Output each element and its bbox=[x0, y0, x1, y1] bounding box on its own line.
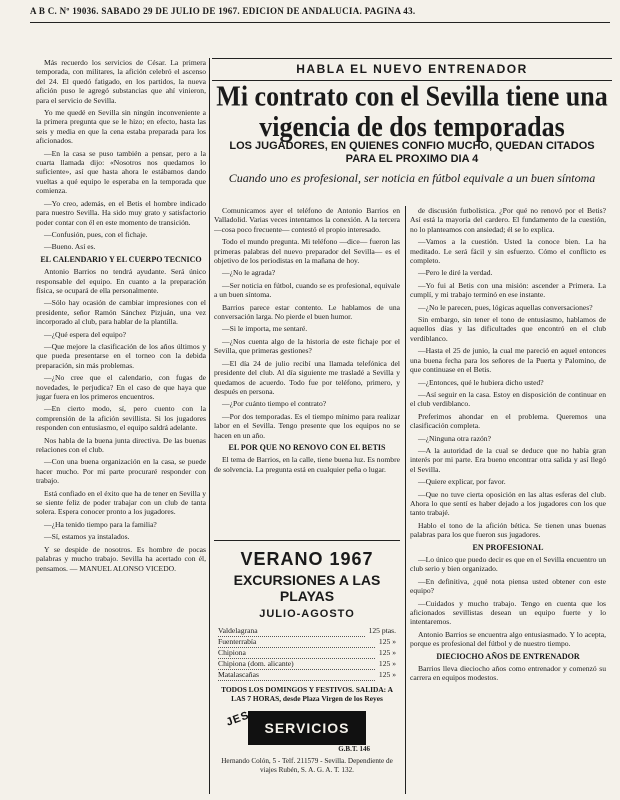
ad-price-row bbox=[214, 626, 400, 637]
ad-price-row bbox=[214, 637, 400, 648]
col2-paragraph: —¿No le agrada? bbox=[222, 268, 276, 278]
col2-paragraph: —Ser noticia en fútbol, cuando se es profesional, equivale a un buen síntoma. bbox=[214, 280, 400, 300]
col2-paragraph: —¿Nos cuenta algo de la historia de este fichaje por el Sevilla, que primeras gestiones? bbox=[214, 336, 400, 356]
ad-destination: Matalascañas bbox=[218, 670, 375, 681]
ad-subtitle: EXCURSIONES A LAS PLAYAS bbox=[233, 572, 381, 604]
col3-paragraph: —Pero le diré la verdad. bbox=[418, 268, 493, 278]
col2-paragraph: —Si le importa, me sentaré. bbox=[222, 324, 308, 334]
col1-paragraph: Más recuerdo los servicios de César. La primera temporada, con militares, la afición celebró el ascenso del 24. El quedó fatigado, en los partidos, la nueva afición puso le agregó substancias que ahí vinieron, para el servicio de Sevilla. bbox=[36, 58, 206, 105]
col3-paragraph: —Así seguir en la casa. Estoy en disposición de continuar en el club verdiblanco. bbox=[410, 389, 606, 409]
ad-destination: Valdelagrana bbox=[218, 626, 365, 637]
col3-paragraph: —En definitiva, ¿qué nota piensa usted obtener con este equipo? bbox=[410, 576, 606, 596]
article-kicker: HABLA EL NUEVO ENTRENADOR bbox=[296, 62, 528, 76]
ad-license: G.B.T. 146 bbox=[338, 745, 370, 753]
col2-paragraph: —El día 24 de julio recibí una llamada telefónica del presidente del club. Al día siguiente me trasladé a Sevilla y quedamos de acuerdo. Todo fue por teléfono, primero, y después en persona. bbox=[214, 358, 400, 396]
ad-price: 125 » bbox=[378, 670, 396, 679]
col3-paragraph: —Cuidados y mucho trabajo. Tengo en cuenta que los aficionados sevillistas desean un equipo fuerte y lo intentaremos. bbox=[410, 598, 606, 627]
col1-paragraph: Nos habla de la buena junta directiva. De las buenas relaciones con el club. bbox=[36, 435, 206, 455]
col2-paragraph: Barrios parece estar contento. Le hablamos de una conversación larga. No pierde el buen humor. bbox=[214, 302, 400, 322]
col2-paragraph: El tema de Barrios, en la calle, tiene buena luz. Es nombre de solvencia. La pregunta está en cualquier peña o lugar. bbox=[214, 455, 400, 474]
col3-paragraph: Sin embargo, sin tener el tono de entusiasmo, hablamos de aquellos días y las dificultades que encontró en el club verdiblanco. bbox=[410, 315, 606, 343]
col1-paragraph: —Confusión, pues, con el fichaje. bbox=[44, 229, 148, 239]
col3-paragraph: —¿Entonces, qué le hubiera dicho usted? bbox=[418, 377, 544, 387]
column-2 bbox=[214, 206, 400, 536]
col3-paragraph: Antonio Barrios se encuentra algo entusiasmado. Y lo acepta, porque es profesional del fútbol y de nuestro tiempo. bbox=[410, 629, 606, 649]
col3-paragraph: —Hasta el 25 de junio, la cual me pareció en aquel entonces una buena fecha para los señores de la Puerta y Palomino, de que continuase en el Betis. bbox=[410, 346, 606, 375]
col1-paragraph: —Que mejore la clasificación de los años últimos y que pueda presentarse en el torneo con la debida preparación, sin más problemas. bbox=[36, 341, 206, 370]
col3-paragraph: —Lo único que puedo decir es que en el Sevilla encuentro un club serio y bien organizado. bbox=[410, 555, 606, 574]
col3-paragraph: —Yo fui al Betis con una misión: ascender a Primera. La cumplí, y mi trabajo terminó en ese instante. bbox=[410, 280, 606, 300]
col3-paragraph: de discusión futbolística. ¿Por qué no renovó por el Betis? Así está la mayoría del cardero. El fundamento de la cuestión, no lo planteamos con ansiedad; él se lo explica. bbox=[410, 206, 606, 234]
column-1 bbox=[36, 58, 206, 794]
ad-logo-text: SERVICIOS bbox=[264, 720, 350, 736]
ad-note: TODOS LOS DOMINGOS Y FESTIVOS. SALIDA: A LAS 7 HORAS, desde Plaza Virgen de los Reyes bbox=[221, 685, 393, 703]
col1-paragraph: —Bueno. Así es. bbox=[44, 242, 96, 252]
article-headline: Mi contrato con el Sevilla tiene una vigencia de dos temporadas bbox=[216, 80, 608, 143]
article-deck: LOS JUGADORES, EN QUIENES CONFIO MUCHO, QUEDAN CITADOS PARA EL PROXIMO DIA 4 bbox=[229, 140, 595, 165]
col3-paragraph: —A la autoridad de la cual se deduce que no había gran interés por mi parte. Era bueno encontrar otra salida y así llegó el Sevilla. bbox=[410, 445, 606, 474]
travel-advertisement bbox=[214, 540, 400, 795]
header-rule bbox=[30, 22, 610, 23]
col3-paragraph: —¿Ninguna otra razón? bbox=[418, 433, 491, 443]
col1-paragraph: —En la casa se puso también a pensar, pero a la cuarta llamada dijo: «Nosotros nos quedamos lo suficiente», así que hasta ahora le estábamos dando vueltas a qué equipo le esperaba en la temporada que comienza. bbox=[36, 148, 206, 196]
col1-paragraph: Está confiado en el éxito que ha de tener en Sevilla y se siente feliz de poder trabajar con un club de tanta solera. Espera conocer pronto a los jugadores. bbox=[36, 488, 206, 517]
col3-section-title: EN PROFESIONAL bbox=[472, 542, 544, 552]
col3-paragraph: —Que no tuve cierta oposición en las altas esferas del club. Ahora lo que sentí es haber dejado a los jugadores con los que tanto trabajé. bbox=[410, 489, 606, 518]
col2-paragraph: —¿Por cuánto tiempo el contrato? bbox=[222, 399, 327, 409]
ad-price: 125 ptas. bbox=[368, 626, 396, 635]
ad-destination: Chipiona bbox=[218, 648, 375, 659]
ad-address: Hernando Colón, 5 - Telf. 211579 - Sevilla. Dependiente de viajes Rubén, S. A. G. A. T. 132. bbox=[221, 757, 393, 774]
ad-destination: Fuenterrabía bbox=[218, 637, 375, 648]
col3-paragraph: Barrios lleva dieciocho años como entrenador y comenzó su carrera en equipos modestos. bbox=[410, 664, 606, 683]
column-divider bbox=[209, 58, 210, 794]
page-header: A B C. Nº 19036. SABADO 29 DE JULIO DE 1967. EDICION DE ANDALUCIA. PAGINA 43. bbox=[30, 6, 416, 16]
col3-paragraph: —Vamos a la cuestión. Usted la conoce bien. La ha meditado. Le será fácil y sin esfuerzo. Cómo el conflicto es completo. bbox=[410, 237, 606, 266]
col2-section-title: EL POR QUE NO RENOVO CON EL BETIS bbox=[228, 442, 386, 452]
col1-paragraph: —¿Ha tenido tiempo para la familia? bbox=[44, 519, 157, 529]
col3-paragraph: Preferimos ahondar en el problema. Queremos una clasificación completa. bbox=[410, 411, 606, 431]
col1-paragraph: —¿Qué espera del equipo? bbox=[44, 329, 127, 339]
col1-paragraph: —Yo creo, además, en el Betis el hombre indicado para nuestro Sevilla. Ha sido muy grato y satisfactorio poder contar con él en este momento de transición. bbox=[36, 198, 206, 227]
col1-paragraph: —¿No cree que el calendario, con fugas de novedades, le perjudica? En el caso de que haya que jugar fuera en los primeros encuentros. bbox=[36, 373, 206, 401]
ad-price-row bbox=[214, 659, 400, 670]
col1-paragraph: —Sólo hay ocasión de cambiar impresiones con el presidente, señor Ramón Sánchez Pizjuán, una vez incorporado al club, para hablar de la plantilla. bbox=[36, 298, 206, 327]
col2-paragraph: Comunicamos ayer el teléfono de Antonio Barrios en Valladolid. Varias veces intentamos la conexión. A la tercera —cosa poco frecuente— contestó el propio interesado. bbox=[214, 206, 400, 234]
ad-price: 125 » bbox=[378, 637, 396, 646]
ad-price-row bbox=[214, 670, 400, 681]
ad-price-row bbox=[214, 648, 400, 659]
col3-paragraph: —¿No le parecen, pues, lógicas aquellas conversaciones? bbox=[418, 302, 593, 312]
ad-price: 125 » bbox=[378, 648, 396, 657]
col1-section-title: EL CALENDARIO Y EL CUERPO TECNICO bbox=[40, 254, 202, 264]
ad-logo bbox=[224, 709, 366, 745]
col1-paragraph: —En cierto modo, sí, pero cuento con la comprensión de la afición sevillista. Si los jugadores responden con entusiasmo, el equipo saldrá adelante. bbox=[36, 404, 206, 433]
col3-paragraph: Hablo el tono de la afición bética. Se tienen unas buenas palabras para los que fueron sus jugadores. bbox=[410, 520, 606, 540]
kicker-rule-top bbox=[212, 58, 612, 59]
article-subdeck: Cuando uno es profesional, ser noticia en fútbol equivale a un buen síntoma bbox=[228, 171, 596, 185]
col3-section-title: DIECIOCHO AÑOS DE ENTRENADOR bbox=[436, 651, 580, 661]
col1-paragraph: —Sí, estamos ya instalados. bbox=[44, 532, 130, 542]
col2-paragraph: —Por dos temporadas. Es el tiempo mínimo para realizar labor en el Sevilla. Tengo presente que los equipos no se hacen en un año. bbox=[214, 411, 400, 440]
col1-paragraph: Y se despide de nosotros. Es hombre de pocas palabras y mucho trabajo. Sevilla ha acertado con él, pensamos. — MANUEL ALONSO VICEDO. bbox=[36, 544, 206, 573]
ad-month: JULIO-AGOSTO bbox=[259, 608, 355, 620]
ad-price: 125 » bbox=[378, 659, 396, 668]
column-divider bbox=[405, 206, 406, 794]
ad-title: VERANO 1967 bbox=[240, 549, 374, 569]
col1-paragraph: —Con una buena organización en la casa, se puede hacer mucho. Por mi parte procuraré responder con trabajo. bbox=[36, 457, 206, 486]
col3-paragraph: —Quiere explicar, por favor. bbox=[418, 477, 506, 487]
column-3 bbox=[410, 206, 606, 786]
ad-destination: Chipiona (dom. alicante) bbox=[218, 659, 375, 670]
col2-paragraph: Todo el mundo pregunta. Mi teléfono —dice— fueron las primeras palabras del nuevo preparador del Sevilla— es el objetivo de los periodistas en la mañana de hoy. bbox=[214, 237, 400, 266]
col1-paragraph: Yo me quedé en Sevilla sin ningún inconveniente a la primera pregunta que se le hizo; en efecto, hasta las seis y media en que la cena estaba preparada para los aficionados. bbox=[36, 108, 206, 146]
ad-logo-side-text: JES bbox=[224, 709, 252, 729]
col1-paragraph: Antonio Barrios no tendrá ayudante. Será único responsable del equipo. En cuanto a la preparación física, se ocupará de ella personalmente. bbox=[36, 267, 206, 295]
